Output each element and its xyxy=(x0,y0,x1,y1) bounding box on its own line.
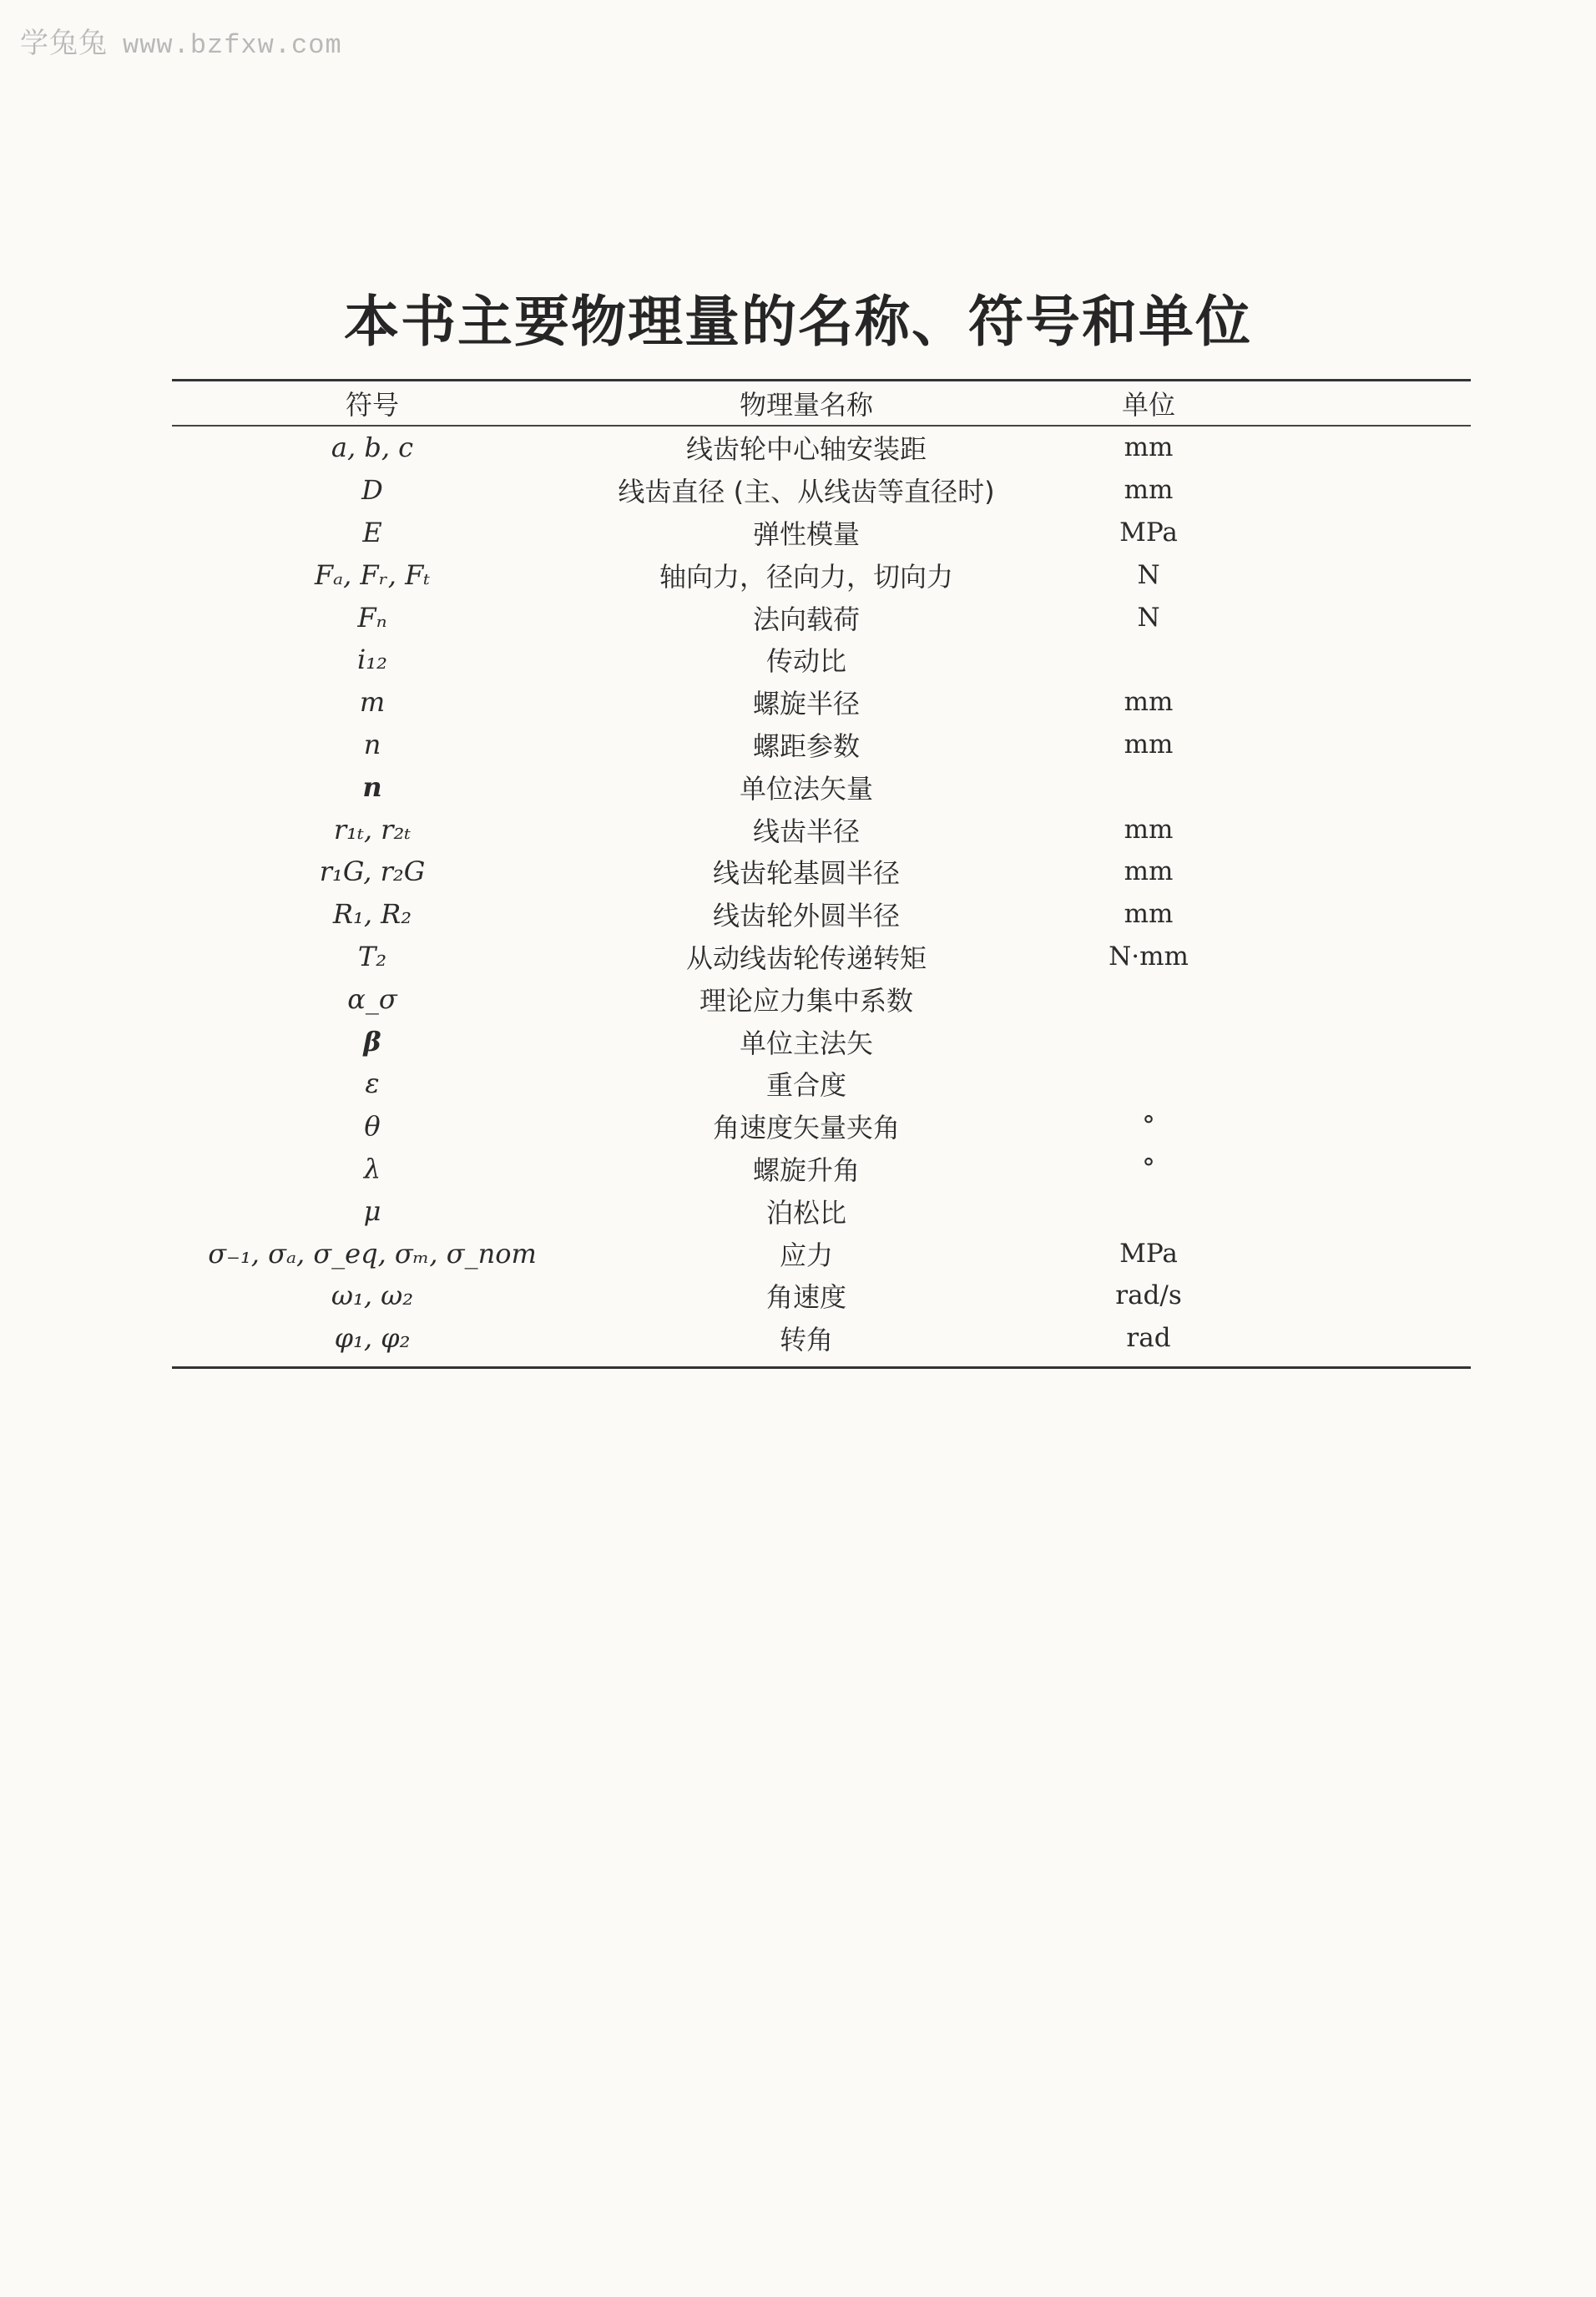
name-cell: 法向载荷 xyxy=(752,603,860,635)
watermark xyxy=(20,20,342,61)
name-cell: 应力 xyxy=(779,1239,833,1271)
table-row xyxy=(172,936,1471,978)
unit-cell: MPa xyxy=(1119,1238,1178,1269)
table-row xyxy=(172,1148,1471,1190)
unit-cell: mm xyxy=(1124,814,1174,845)
unit-cell: mm xyxy=(1124,856,1174,887)
name-cell: 从动线齿轮传递转矩 xyxy=(685,942,927,974)
unit-cell: rad xyxy=(1126,1323,1171,1354)
spacer-cell xyxy=(1257,469,1471,512)
spacer-cell xyxy=(1257,1189,1471,1232)
symbol-cell: Fₙ xyxy=(357,601,387,634)
symbol-cell: Fₐ, Fᵣ, Fₜ xyxy=(314,558,431,591)
header-symbol: 符号 xyxy=(345,389,399,421)
header-unit: 单位 xyxy=(1121,389,1175,421)
unit-cell xyxy=(1040,1020,1257,1063)
table-row xyxy=(172,1232,1471,1275)
unit-cell: ° xyxy=(1142,1153,1155,1184)
symbol-cell: a, b, c xyxy=(331,432,414,464)
table-row xyxy=(172,512,1471,554)
spacer-cell xyxy=(1257,808,1471,851)
spacer-cell xyxy=(1257,639,1471,681)
table-row xyxy=(172,808,1471,851)
symbol-cell: ε xyxy=(365,1068,380,1100)
spacer-cell xyxy=(1257,893,1471,936)
unit-cell xyxy=(1040,977,1257,1020)
symbol-cell: i₁₂ xyxy=(357,644,387,676)
header-name: 物理量名称 xyxy=(739,389,873,421)
name-cell: 重合度 xyxy=(765,1069,846,1102)
name-cell: 角速度 xyxy=(765,1281,846,1314)
unit-cell: N xyxy=(1137,559,1160,590)
symbol-cell: r₁ₜ, r₂ₜ xyxy=(333,813,412,846)
unit-cell: mm xyxy=(1124,432,1174,463)
spacer-cell xyxy=(1257,427,1471,469)
unit-cell xyxy=(1040,639,1257,681)
spacer-cell xyxy=(1257,553,1471,596)
unit-cell: mm xyxy=(1124,687,1174,718)
name-cell: 螺距参数 xyxy=(752,729,860,762)
unit-cell: N·mm xyxy=(1109,941,1189,972)
unit-cell: mm xyxy=(1124,475,1174,506)
spacer-cell xyxy=(1257,1105,1471,1148)
table-row xyxy=(172,1063,1471,1105)
table-bottom-rule xyxy=(172,1366,1471,1369)
table-row xyxy=(172,724,1471,766)
unit-cell: mm xyxy=(1124,899,1174,930)
table-row xyxy=(172,553,1471,596)
table-row xyxy=(172,977,1471,1020)
symbol-cell: r₁G, r₂G xyxy=(319,856,426,888)
spacer-cell xyxy=(1257,936,1471,978)
symbol-cell: β xyxy=(363,1025,381,1058)
symbol-cell: μ xyxy=(363,1194,381,1227)
name-cell: 线齿直径 (主、从线齿等直径时) xyxy=(618,476,995,508)
unit-cell xyxy=(1040,1063,1257,1105)
spacer-cell xyxy=(1257,724,1471,766)
spacer-cell xyxy=(1257,977,1471,1020)
header-spacer xyxy=(1257,381,1471,425)
symbol-cell: n xyxy=(362,770,382,803)
name-cell: 弹性模量 xyxy=(752,517,860,550)
spacer-cell xyxy=(1257,1317,1471,1360)
symbol-cell: α_σ xyxy=(347,982,397,1015)
name-cell: 泊松比 xyxy=(765,1196,846,1229)
watermark-brand: 学兔兔 xyxy=(20,27,108,60)
unit-cell: mm xyxy=(1124,729,1174,760)
spacer-cell xyxy=(1257,765,1471,808)
watermark-site: www.bzfxw.com xyxy=(123,30,342,61)
table-row xyxy=(172,765,1471,808)
table-row xyxy=(172,681,1471,724)
table-header-row xyxy=(172,381,1471,425)
spacer-cell xyxy=(1257,1275,1471,1317)
name-cell: 轴向力，径向力，切向力 xyxy=(659,560,953,593)
symbol-cell: ω₁, ω₂ xyxy=(331,1280,414,1312)
symbol-cell: R₁, R₂ xyxy=(332,898,412,931)
table-row xyxy=(172,1275,1471,1317)
symbol-cell: σ₋₁, σₐ, σ_eq, σₘ, σ_nom xyxy=(208,1237,537,1270)
symbol-cell: T₂ xyxy=(357,940,387,972)
page-title: 本书主要物理量的名称、符号和单位 xyxy=(344,290,1252,354)
symbols-table xyxy=(172,379,1471,1369)
name-cell: 传动比 xyxy=(765,645,846,678)
unit-cell: ° xyxy=(1142,1111,1155,1142)
unit-cell: rad/s xyxy=(1115,1280,1182,1311)
unit-cell xyxy=(1040,765,1257,808)
table-row xyxy=(172,639,1471,681)
symbol-cell: D xyxy=(361,474,383,507)
table-row xyxy=(172,851,1471,893)
unit-cell: MPa xyxy=(1119,517,1178,548)
spacer-cell xyxy=(1257,1063,1471,1105)
spacer-cell xyxy=(1257,1020,1471,1063)
table-row xyxy=(172,1189,1471,1232)
unit-cell: N xyxy=(1137,602,1160,633)
spacer-cell xyxy=(1257,512,1471,554)
name-cell: 单位法矢量 xyxy=(739,772,873,805)
name-cell: 线齿轮外圆半径 xyxy=(712,900,900,932)
name-cell: 理论应力集中系数 xyxy=(699,984,913,1017)
table-row xyxy=(172,1020,1471,1063)
table-row xyxy=(172,893,1471,936)
table-row xyxy=(172,469,1471,512)
table-row xyxy=(172,596,1471,639)
table-row xyxy=(172,427,1471,469)
name-cell: 螺旋升角 xyxy=(752,1154,860,1186)
spacer-cell xyxy=(1257,681,1471,724)
symbol-cell: n xyxy=(363,728,381,760)
table-row xyxy=(172,1317,1471,1360)
symbol-cell: E xyxy=(362,516,382,548)
name-cell: 线齿半径 xyxy=(752,815,860,847)
symbol-cell: λ xyxy=(363,1152,381,1184)
spacer-cell xyxy=(1257,1148,1471,1190)
symbol-cell: m xyxy=(359,686,386,719)
name-cell: 转角 xyxy=(779,1324,833,1356)
name-cell: 线齿轮中心轴安装距 xyxy=(685,433,927,466)
name-cell: 单位主法矢 xyxy=(739,1027,873,1059)
unit-cell xyxy=(1040,1189,1257,1232)
name-cell: 螺旋半径 xyxy=(752,688,860,720)
spacer-cell xyxy=(1257,1232,1471,1275)
name-cell: 线齿轮基圆半径 xyxy=(712,857,900,890)
symbol-cell: φ₁, φ₂ xyxy=(334,1322,411,1355)
spacer-cell xyxy=(1257,596,1471,639)
spacer-cell xyxy=(1257,851,1471,893)
name-cell: 角速度矢量夹角 xyxy=(712,1112,900,1144)
table-row xyxy=(172,1105,1471,1148)
symbol-cell: θ xyxy=(364,1110,381,1143)
